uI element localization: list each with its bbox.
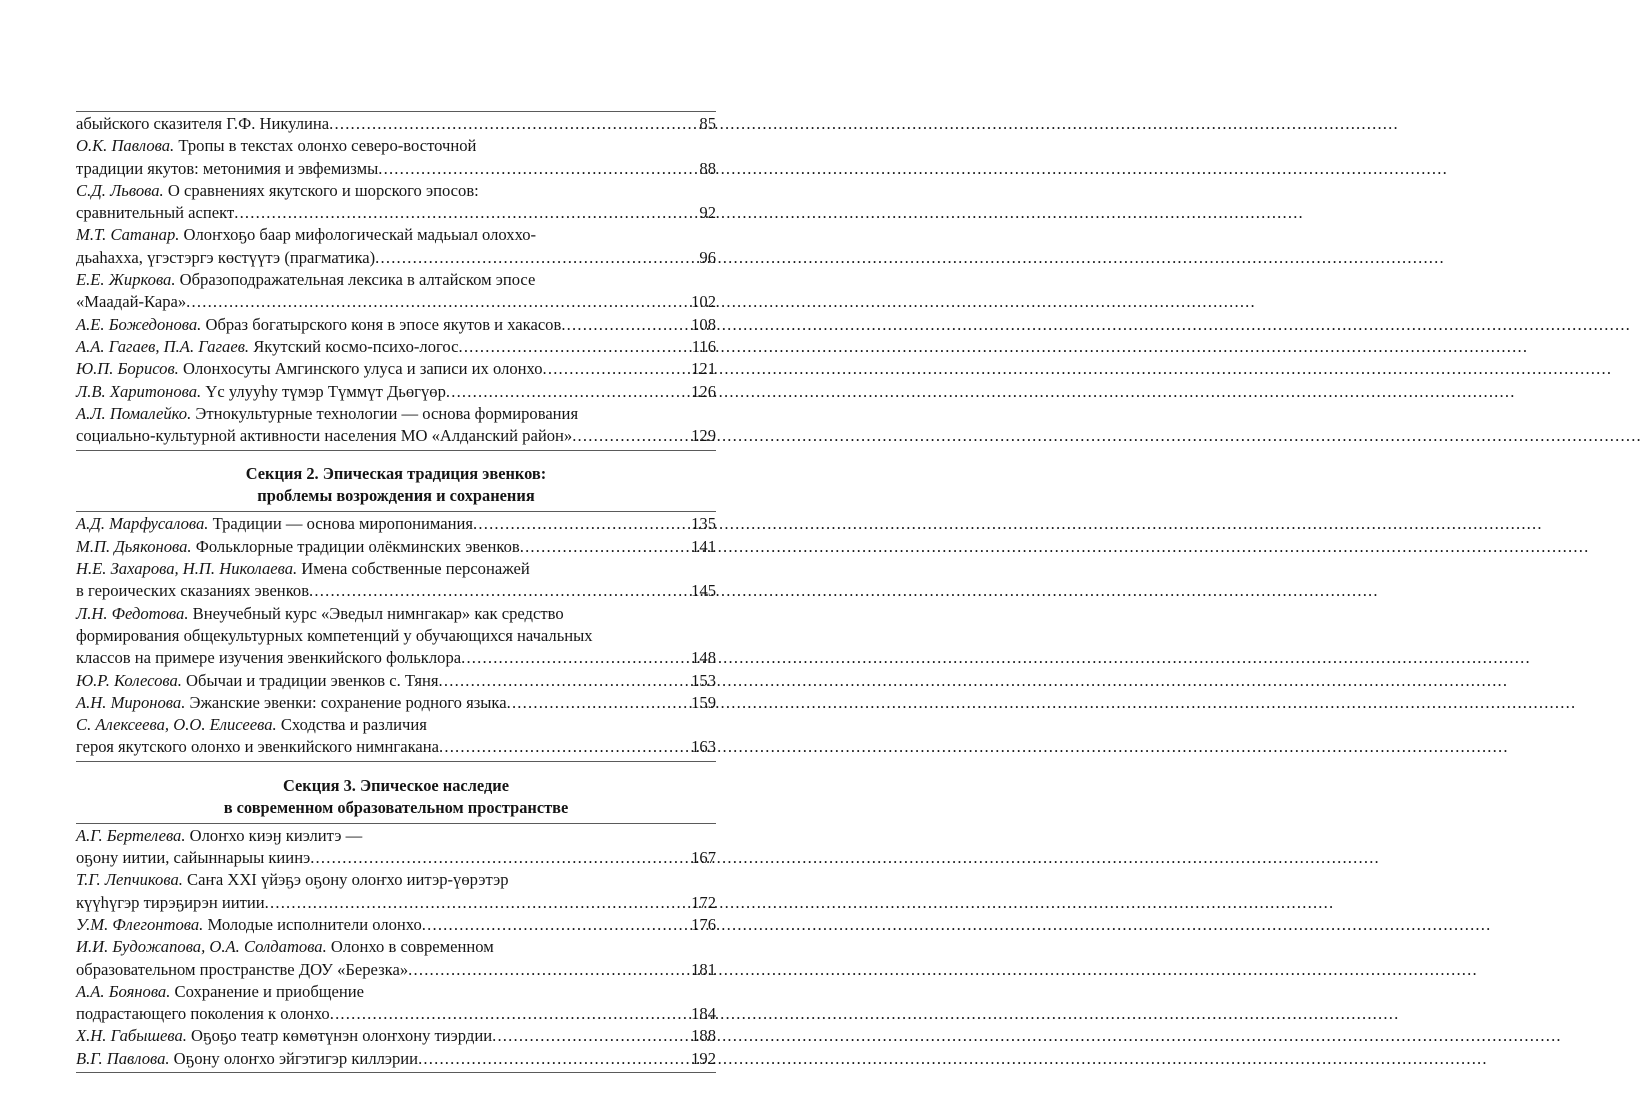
dot-leader [418,1048,690,1070]
page-number: 126 [691,381,716,401]
section-divider-bottom [76,1072,716,1073]
entry-title: Молодые исполнители олонхо [203,914,422,934]
section-heading-line: проблемы возрождения и сохранения [257,486,535,506]
dot-leader [310,847,690,869]
page-number: 108 [691,314,716,334]
toc-entry-text [76,336,458,358]
toc-entry[interactable] [76,113,716,135]
toc-entry-line [76,336,716,358]
toc-entry[interactable] [76,269,716,314]
entry-title: сравнительный аспект [76,203,235,223]
toc-entry[interactable] [76,1025,716,1047]
toc-entry-text [76,314,561,336]
entry-title: образовательном пространстве ДОУ «Березка» [76,959,409,979]
entry-title: Сходства и различия [276,715,427,735]
toc-entry-text [76,692,507,714]
toc-entry-line [76,180,716,202]
toc-entry[interactable] [76,936,716,981]
toc-entry-text [76,202,234,224]
toc-entry[interactable] [76,603,716,670]
toc-entry-text [76,291,186,313]
toc-entry-line [76,670,716,692]
toc-entry-line [76,202,716,224]
toc-entry-text [76,425,572,447]
page-number: 96 [699,247,716,267]
section-heading-line: Секция 2. Эпическая традиция эвенков: [245,464,547,484]
author-name: А.Г. Бертелева. [76,825,186,845]
toc-entry[interactable] [76,381,716,403]
page-number: 85 [699,114,716,133]
toc-entry-text [76,1025,492,1047]
toc-entry-text [76,513,473,535]
toc-entry-text [76,959,408,981]
dot-leader [439,670,691,692]
toc-entry-line [76,1048,716,1070]
entry-title: Саҥа ХХI үйэҕэ оҕону олоҥхо иитэр-үөрэтэр [182,870,509,890]
toc-entry-text [76,1048,418,1070]
toc-entry-line [76,825,716,847]
section-heading-line: Секция 3. Эпическое наследие [283,775,509,795]
dot-leader [446,381,690,403]
toc-entry-line [76,381,716,403]
entry-title: Эжанские эвенки: сохранение родного языка [185,692,507,712]
author-name: Н.Е. Захарова, Н.П. Николаева. [76,559,298,579]
toc-entry-text [76,736,439,758]
toc-entry-line [76,914,716,936]
dot-leader [561,314,690,336]
page-number: 135 [691,514,716,534]
toc-entry-text [76,670,439,692]
entry-title: «Маадай-Кара» [76,292,187,312]
page-number: 153 [691,670,716,690]
entry-title: оҕону иитии, сайыннарыы киинэ [76,848,311,868]
author-name: С. Алексеева, О.О. Елисеева. [76,715,277,735]
toc-entry-text [76,113,329,135]
dot-leader [439,736,690,758]
entry-title: классов на примере изучения эвенкийского фольклора [76,648,462,668]
toc-entry-text [76,247,375,269]
dot-leader [543,358,691,380]
author-name: А.А. Гагаев, П.А. Гагаев. [76,336,250,356]
toc-entry[interactable] [76,825,716,870]
entry-title: традиции якутов: метонимия и эвфемизмы [76,158,379,178]
author-name: Е.Е. Жиркова. [76,270,176,290]
dot-leader [330,1003,690,1025]
dot-leader [492,1025,690,1047]
toc-entry-line [76,692,716,714]
toc-entry-line [76,1025,716,1047]
author-name: А.Н. Миронова. [76,692,186,712]
section-divider-top [76,823,716,824]
toc-entry-line [76,580,716,602]
entry-title: күүһүгэр тирэҕирэн иитии [76,892,265,912]
entry-title: героя якутского олонхо и эвенкийского нимнгакана [76,737,439,757]
entry-title: дьаһахха, үгэстэргэ көстүүтэ (прагматика) [76,247,376,267]
dot-leader [309,580,690,602]
toc-entry-line [76,113,716,135]
toc-entry-line [76,892,716,914]
section-divider-bottom [76,761,716,762]
entry-title: Оҕоҕо театр көмөтүнэн олоҥхону тиэрдии [186,1026,493,1046]
author-name: Ю.П. Борисов. [76,359,179,379]
toc-entry-text [76,847,310,869]
dot-leader [375,247,698,269]
dot-leader [520,536,690,558]
author-name: С.Д. Львова. [76,180,164,200]
toc-entry-line [76,291,716,313]
toc-entry[interactable] [76,1048,716,1070]
toc-entry[interactable] [76,314,716,336]
toc-entry-line [76,1003,716,1025]
entry-title: формирования общекультурных компетенций у обучающихся начальных [76,625,593,645]
page-number: 163 [691,737,716,757]
author-name: А.Л. Помалейко. [76,403,192,423]
toc-entry-line [76,158,716,180]
entry-title: абыйского сказителя Г.Ф. Никулина [76,114,330,133]
entry-title: Образ богатырского коня в эпосе якутов и хакасов [201,314,562,334]
toc-entry-line [76,425,716,447]
toc-entry-line [76,847,716,869]
toc-entry[interactable] [76,513,716,535]
table-of-contents [76,113,716,1070]
page-number: 188 [691,1026,716,1046]
page-number: 141 [691,536,716,556]
author-name: Т.Г. Лепчикова. [76,870,183,890]
toc-entry-text [76,536,520,558]
toc-entry-line [76,403,716,425]
author-name: В.Г. Павлова. [76,1048,170,1068]
dot-leader [265,892,690,914]
page-number: 184 [691,1004,716,1024]
toc-entry-text [76,1003,330,1025]
entry-title: Олоҥхоҕо баар мифологическай мадьыал олоххо- [179,225,537,245]
author-name: А.Д. Марфусалова. [76,514,209,534]
author-name: Х.Н. Габышева. [76,1026,187,1046]
toc-entry-text [76,580,309,602]
toc-entry[interactable] [76,869,716,914]
page-number: 129 [691,426,716,446]
toc-entry-line [76,714,716,736]
toc-section [76,775,716,1070]
section-heading [76,463,716,507]
author-name: М.Т. Сатанар. [76,225,180,245]
toc-entry[interactable] [76,914,716,936]
page-number: 121 [691,359,716,379]
entry-title: в героических сказаниях эвенков [76,581,310,601]
toc-entry-line [76,647,716,669]
author-name: У.М. Флегонтова. [76,914,204,934]
toc-entry-text [76,381,446,403]
toc-entry-line [76,247,716,269]
toc-entry-line [76,513,716,535]
dot-leader [507,692,691,714]
entry-title: подрастающего поколения к олонхо [76,1004,330,1024]
toc-entry-line [76,736,716,758]
section-heading [76,775,716,819]
dot-leader [329,113,698,135]
dot-leader [234,202,698,224]
toc-entry[interactable] [76,403,716,448]
author-name: А.А. Боянова. [76,981,171,1001]
page-number: 92 [699,203,716,223]
entry-title: Тропы в текстах олонхо северо-восточной [174,136,477,156]
toc-entry-text [76,892,265,914]
toc-section [76,463,716,758]
toc-entry-line [76,625,716,647]
entry-title: Сохранение и приобщение [170,981,365,1001]
author-name: М.П. Дьяконова. [76,536,192,556]
toc-entry-line [76,224,716,246]
toc-entry[interactable] [76,180,716,225]
toc-entry-text [76,914,422,936]
author-name: И.И. Будожапова, О.А. Солдатова. [76,937,327,957]
toc-entry[interactable] [76,692,716,714]
section-divider-top [76,111,716,112]
page-number: 116 [691,336,716,356]
toc-entry-text [76,647,461,669]
entry-title: Якутский космо-психо-логос [249,336,459,356]
toc-entry[interactable] [76,135,716,180]
dot-leader [408,959,690,981]
toc-section [76,113,716,447]
entry-title: Этнокультурные технологии — основа формирования [191,403,579,423]
toc-entry-line [76,536,716,558]
toc-entry[interactable] [76,558,716,603]
dot-leader [458,336,690,358]
toc-entry-line [76,358,716,380]
page-number: 181 [691,959,716,979]
author-name: О.К. Павлова. [76,136,175,156]
entry-title: О сравнениях якутского и шорского эпосов: [163,180,479,200]
entry-title: Олоҥхо киэӈ киэлитэ — [185,825,363,845]
dot-leader [572,425,690,447]
toc-entry[interactable] [76,981,716,1026]
page-number: 148 [691,648,716,668]
entry-title: Оҕону олоҥхо эйгэтигэр киллэрии [169,1048,419,1068]
section-heading-line: в современном образовательном пространстве [223,797,569,817]
author-name: Л.Н. Федотова. [76,603,189,623]
page-number: 172 [691,892,716,912]
entry-title: Внеучебный курс «Эведыл нимнгакар» как средство [188,603,564,623]
author-name: А.Е. Божедонова. [76,314,202,334]
toc-entry-line [76,314,716,336]
entry-title: Обычаи и традиции эвенков с. Тяня [181,670,439,690]
entry-title: Фольклорные традиции олёкминских эвенков [191,536,520,556]
page-number: 176 [691,914,716,934]
toc-entry-text [76,358,543,380]
toc-entry-line [76,269,716,291]
dot-leader [461,647,690,669]
toc-entry-line [76,936,716,958]
author-name: Ю.Р. Колесова. [76,670,182,690]
entry-title: Олонхо в современном [326,937,494,957]
entry-title: Традиции — основа миропонимания [208,514,474,534]
toc-entry[interactable] [76,336,716,358]
toc-entry[interactable] [76,670,716,692]
dot-leader [422,914,690,936]
toc-entry[interactable] [76,536,716,558]
page-number: 167 [691,848,716,868]
entry-title: Үс улууһу түмэр Түммүт Дьөгүөр [201,381,446,401]
toc-entry[interactable] [76,224,716,269]
toc-entry-line [76,135,716,157]
dot-leader [473,513,690,535]
entry-title: Образоподражательная лексика в алтайском эпосе [175,270,536,290]
page-number: 145 [691,581,716,601]
toc-entry-line [76,603,716,625]
toc-entry-line [76,981,716,1003]
dot-leader [186,291,690,313]
toc-entry[interactable] [76,358,716,380]
page-number: 102 [691,292,716,312]
entry-title: социально-культурной активности населения МО «Алданский район» [76,426,573,446]
toc-entry[interactable] [76,714,716,759]
toc-entry-line [76,558,716,580]
entry-title: Олонхосуты Амгинского улуса и записи их олонхо [178,359,543,379]
dot-leader [378,158,698,180]
author-name: Л.В. Харитонова. [76,381,202,401]
page-number: 159 [691,692,716,712]
toc-entry-text [76,158,378,180]
toc-entry-line [76,959,716,981]
section-divider-top [76,511,716,512]
section-divider-bottom [76,450,716,451]
page-number: 192 [691,1048,716,1068]
page-number: 88 [699,158,716,178]
toc-entry-line [76,869,716,891]
entry-title: Имена собственные персонажей [297,559,530,579]
